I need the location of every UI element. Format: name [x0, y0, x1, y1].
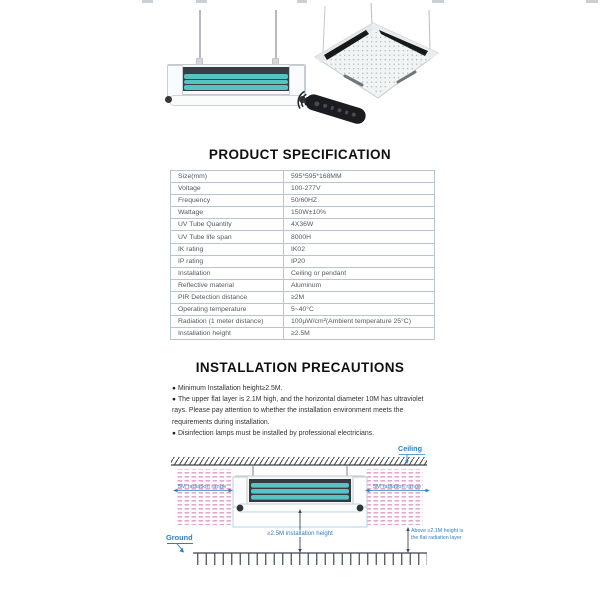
table-row	[171, 279, 435, 291]
end-cap	[233, 477, 247, 507]
spec-value: 100-277V	[284, 183, 435, 195]
spec-label: IP rating	[171, 255, 284, 267]
table-row	[171, 255, 435, 267]
spec-label: Installation	[171, 267, 284, 279]
table-row	[171, 267, 435, 279]
spec-label: IK rating	[171, 243, 284, 255]
remote-button	[314, 100, 320, 106]
ceiling-cassette-uv-lamp-image	[312, 0, 457, 112]
suspension-rod	[275, 10, 277, 65]
bar-end	[165, 96, 172, 103]
table-row	[171, 243, 435, 255]
crop-artifact	[297, 0, 307, 3]
list-item	[172, 428, 435, 439]
table-row	[171, 195, 435, 207]
crop-artifact	[196, 0, 207, 3]
crop-artifact	[142, 0, 153, 3]
suspension-rod	[371, 3, 372, 24]
spec-label: UV Tube Quantity	[171, 219, 284, 231]
uv-tube	[184, 85, 288, 90]
suspension-rod	[429, 10, 430, 50]
precaution-text: Disinfection lamps must be installed by professional electricians.	[177, 429, 375, 437]
spec-label: Operating temperature	[171, 304, 284, 316]
list-item	[172, 383, 435, 394]
installation-diagram	[163, 443, 464, 583]
table-row	[171, 304, 435, 316]
precautions-section-title: INSTALLATION PRECAUTIONS	[195, 360, 405, 375]
radiation-range-right-label: 5M radiation range	[372, 484, 422, 490]
spec-value: 100μW/cm²(Ambient temperature 25°C)	[284, 316, 435, 328]
spec-value: ≥2.5M	[284, 328, 435, 340]
uv-tube	[251, 483, 349, 488]
end-cap	[353, 477, 367, 507]
installation-height-label: ≥2.5M installation height	[267, 530, 333, 537]
spec-label: Wattage	[171, 207, 284, 219]
spec-section-title: PRODUCT SPECIFICATION	[208, 147, 392, 162]
spec-label: Radiation (1 meter distance)	[171, 316, 284, 328]
table-row	[171, 291, 435, 303]
table-row	[171, 207, 435, 219]
spec-value: IK02	[284, 243, 435, 255]
spec-label: PIR Detection distance	[171, 291, 284, 303]
pointer-line	[177, 544, 182, 550]
table-row	[171, 231, 435, 243]
end-cap	[167, 65, 183, 97]
bullet-icon: ●	[172, 396, 176, 404]
pendant-uv-lamp-image	[163, 8, 308, 120]
spec-value: 5~40°C	[284, 304, 435, 316]
remote-button	[330, 106, 334, 110]
ceiling-label: Ceiling	[398, 444, 422, 453]
bar-end	[357, 505, 364, 512]
suspension-rod	[323, 6, 325, 53]
spec-value: 50/60HZ	[284, 195, 435, 207]
bullet-icon: ●	[172, 385, 176, 392]
spec-label: UV Tube life span	[171, 231, 284, 243]
spec-value: 150W±10%	[284, 207, 435, 219]
table-row	[171, 171, 435, 183]
spec-label: Installation height	[171, 328, 284, 340]
uv-tube	[184, 80, 288, 85]
spec-value: IP20	[284, 255, 435, 267]
spec-value: Aluminum	[284, 279, 435, 291]
lower-reflector-bar	[169, 95, 304, 106]
ceiling-hatch	[171, 457, 427, 465]
diagram-drawing	[163, 443, 455, 583]
remote-button	[323, 104, 327, 108]
crop-artifact	[586, 0, 598, 3]
radiation-zone-left	[175, 469, 233, 525]
suspension-rod	[199, 10, 201, 65]
uv-tube	[251, 495, 349, 500]
remote-button	[344, 110, 348, 114]
spec-table	[170, 170, 435, 340]
table-row	[171, 219, 435, 231]
flat-layer-label-line2: the flat radiation layer	[411, 535, 462, 541]
list-item	[172, 394, 435, 428]
bullet-icon: ●	[172, 429, 176, 437]
spec-value: Ceiling or pendant	[284, 267, 435, 279]
spec-label: Size(mm)	[171, 171, 284, 183]
spec-label: Voltage	[171, 183, 284, 195]
arrow-head	[406, 527, 409, 531]
table-row	[171, 316, 435, 328]
spec-value: 8000H	[284, 231, 435, 243]
spec-value: ≥2M	[284, 291, 435, 303]
bar-end	[237, 505, 244, 512]
precaution-text: Minimum Installation height≥2.5M.	[177, 385, 283, 392]
remote-button	[351, 112, 355, 116]
spec-label: Frequency	[171, 195, 284, 207]
radiation-range-left-label: 5M radiation range	[177, 484, 227, 490]
spec-label: Reflective material	[171, 279, 284, 291]
remote-button	[337, 108, 341, 112]
spec-value: 4X36W	[284, 219, 435, 231]
precaution-text: The upper flat layer is 2.1M high, and the horizontal diameter 10M has ultraviolet rays. Please pay attention to whether the installation environment meets the requirements during installation.	[172, 396, 424, 426]
radiation-zone-right	[365, 469, 423, 525]
uv-tube	[251, 489, 349, 494]
uv-tube	[184, 74, 288, 79]
ground-hatch	[193, 553, 427, 565]
ground-label: Ground	[166, 533, 193, 542]
table-row	[171, 183, 435, 195]
table-row	[171, 328, 435, 340]
flat-layer-label-line1: Above ≥2.1M height is	[411, 528, 464, 534]
precautions-list	[172, 383, 435, 439]
spec-value: 595*595*168MM	[284, 171, 435, 183]
perforated-panel	[323, 31, 431, 94]
